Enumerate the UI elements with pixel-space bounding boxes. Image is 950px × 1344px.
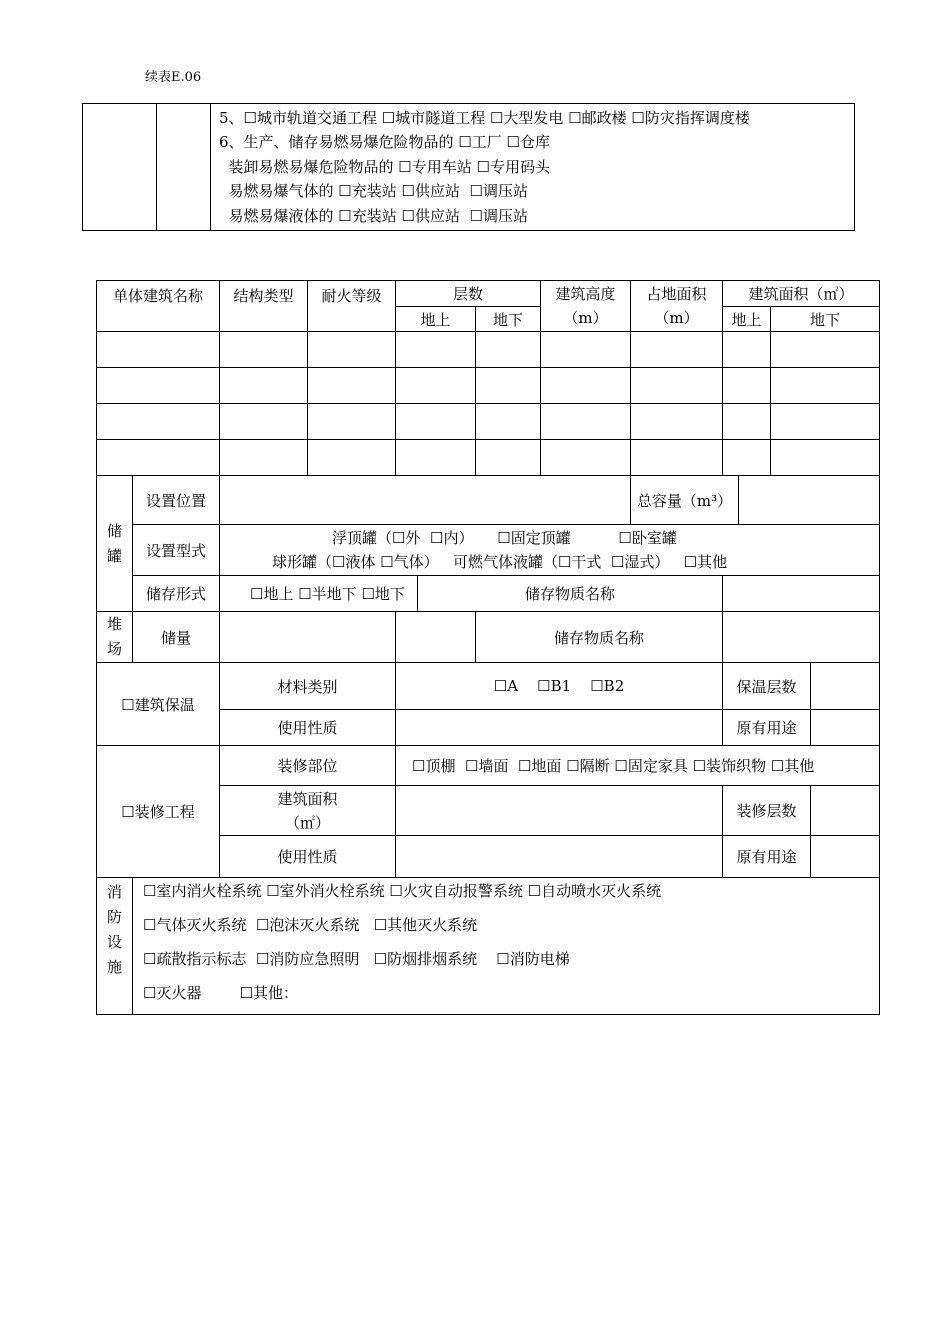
decoration-usage-value[interactable] xyxy=(396,836,723,878)
area-below-cell[interactable] xyxy=(771,404,880,440)
structure-cell[interactable] xyxy=(220,440,308,476)
insulation-layers-value[interactable] xyxy=(811,663,880,710)
height-cell[interactable] xyxy=(541,404,631,440)
header-land-area-unit: （m） xyxy=(654,309,699,327)
decoration-original-use-value[interactable] xyxy=(811,836,880,878)
floors-below-cell[interactable] xyxy=(476,404,541,440)
tank-type-label: 设置型式 xyxy=(133,525,220,576)
facilities-section-label xyxy=(97,878,133,1015)
area-below-cell[interactable] xyxy=(771,368,880,404)
building-row xyxy=(97,440,880,476)
top-table xyxy=(82,103,855,231)
floors-above-cell[interactable] xyxy=(396,404,476,440)
tank-type-line: 浮顶罐（☐外 ☐内） ☐固定顶罐 ☐卧室罐 xyxy=(332,529,677,547)
tank-substance-value[interactable] xyxy=(723,576,880,612)
facilities-line: ☐室内消火栓系统 ☐室外消火栓系统 ☐火灾自动报警系统 ☐自动喷水灭火系统 xyxy=(143,882,662,900)
fire-rating-cell[interactable] xyxy=(308,332,396,368)
structure-cell[interactable] xyxy=(220,332,308,368)
facilities-label-char: 设 xyxy=(106,933,122,951)
building-row xyxy=(97,404,880,440)
project-type-line: 6、生产、储存易燃易爆危险物品的 ☐工厂 ☐仓库 xyxy=(219,133,550,152)
tank-location-label: 设置位置 xyxy=(133,476,220,525)
yard-amount-value-2[interactable] xyxy=(396,612,476,663)
insulation-material-options: ☐A ☐B1 ☐B2 xyxy=(396,663,723,710)
decoration-layers-label: 装修层数 xyxy=(723,786,811,836)
facilities-label-char: 消 xyxy=(106,883,122,901)
header-structure-type: 结构类型 xyxy=(220,281,308,332)
insulation-label[interactable]: ☐建筑保温 xyxy=(97,663,220,746)
header-floors: 层数 xyxy=(396,281,541,307)
tank-location-value[interactable] xyxy=(220,476,631,525)
header-area-below: 地下 xyxy=(771,307,880,332)
insulation-usage-label: 使用性质 xyxy=(220,710,396,746)
yard-amount-value[interactable] xyxy=(220,612,396,663)
insulation-original-use-label: 原有用途 xyxy=(723,710,811,746)
building-name-cell[interactable] xyxy=(97,332,220,368)
tank-total-capacity-value[interactable] xyxy=(739,476,880,525)
facilities-line: ☐灭火器 ☐其他： xyxy=(143,984,299,1002)
floors-below-cell[interactable] xyxy=(476,440,541,476)
header-land-area xyxy=(631,281,723,332)
project-type-line: 装卸易燃易爆危险物品的 ☐专用车站 ☐专用码头 xyxy=(219,157,550,176)
building-row xyxy=(97,368,880,404)
decoration-original-use-label: 原有用途 xyxy=(723,836,811,878)
tank-substance-label: 储存物质名称 xyxy=(418,576,723,612)
facilities-line: ☐疏散指示标志 ☐消防应急照明 ☐防烟排烟系统 ☐消防电梯 xyxy=(143,950,570,968)
tank-label-char: 罐 xyxy=(106,546,122,565)
header-floors-below: 地下 xyxy=(476,307,541,332)
project-type-line: 5、☐城市轨道交通工程 ☐城市隧道工程 ☐大型发电 ☐邮政楼 ☐防灾指挥调度楼 xyxy=(219,109,750,127)
yard-label-char: 场 xyxy=(106,640,122,658)
area-above-cell[interactable] xyxy=(723,332,771,368)
area-above-cell[interactable] xyxy=(723,404,771,440)
fire-rating-cell[interactable] xyxy=(308,404,396,440)
land-area-cell[interactable] xyxy=(631,440,723,476)
decoration-area-label-unit: （㎡） xyxy=(285,813,331,832)
top-blank-cell-2 xyxy=(157,104,211,231)
insulation-usage-value[interactable] xyxy=(396,710,723,746)
structure-cell[interactable] xyxy=(220,368,308,404)
yard-substance-value[interactable] xyxy=(723,612,880,663)
decoration-layers-value[interactable] xyxy=(811,786,880,836)
header-floor-area: 建筑面积（㎡） xyxy=(723,281,880,307)
height-cell[interactable] xyxy=(541,368,631,404)
area-above-cell[interactable] xyxy=(723,368,771,404)
building-info-table xyxy=(96,280,880,1015)
yard-label-char: 堆 xyxy=(106,615,122,633)
tank-type-options xyxy=(220,525,880,576)
structure-cell[interactable] xyxy=(220,404,308,440)
fire-rating-cell[interactable] xyxy=(308,440,396,476)
header-height-label: 建筑高度 xyxy=(555,285,616,303)
building-row xyxy=(97,332,880,368)
header-building-name: 单体建筑名称 xyxy=(97,281,220,332)
area-below-cell[interactable] xyxy=(771,440,880,476)
facilities-line: ☐气体灭火系统 ☐泡沫灭火系统 ☐其他灭火系统 xyxy=(143,916,478,934)
facilities-label-char: 施 xyxy=(106,958,122,976)
tank-label-char: 储 xyxy=(106,521,122,540)
top-blank-cell-1 xyxy=(83,104,157,231)
tank-type-line: 球形罐（☐液体 ☐气体） 可燃气体液罐（☐干式 ☐湿式） ☐其他 xyxy=(272,553,728,571)
area-above-cell[interactable] xyxy=(723,440,771,476)
header-building-height xyxy=(541,281,631,332)
decoration-position-options: ☐顶棚 ☐墙面 ☐地面 ☐隔断 ☐固定家具 ☐装饰织物 ☐其他 xyxy=(396,746,880,786)
decoration-position-label: 装修部位 xyxy=(220,746,396,786)
land-area-cell[interactable] xyxy=(631,368,723,404)
insulation-layers-label: 保温层数 xyxy=(723,663,811,710)
tank-section-label xyxy=(97,476,133,612)
decoration-label[interactable]: ☐装修工程 xyxy=(97,746,220,878)
yard-amount-label: 储量 xyxy=(133,612,220,663)
height-cell[interactable] xyxy=(541,332,631,368)
facilities-label-char: 防 xyxy=(106,908,122,926)
height-cell[interactable] xyxy=(541,440,631,476)
floors-above-cell[interactable] xyxy=(396,332,476,368)
project-type-cell xyxy=(211,104,855,231)
header-area-above: 地上 xyxy=(723,307,771,332)
header-floors-above: 地上 xyxy=(396,307,476,332)
floors-above-cell[interactable] xyxy=(396,440,476,476)
project-type-line: 易燃易爆液体的 ☐充装站 ☐供应站 ☐调压站 xyxy=(219,206,528,225)
facilities-options xyxy=(133,878,880,1015)
floors-above-cell[interactable] xyxy=(396,368,476,404)
storage-form-label: 储存形式 xyxy=(133,576,220,612)
tank-total-capacity-label: 总容量（m³） xyxy=(631,476,739,525)
yard-substance-label: 储存物质名称 xyxy=(476,612,723,663)
caption: 续表E.06 xyxy=(145,70,202,85)
insulation-original-use-value[interactable] xyxy=(811,710,880,746)
building-name-cell[interactable] xyxy=(97,404,220,440)
decoration-area-label-text: 建筑面积 xyxy=(277,789,338,808)
decoration-area-value[interactable] xyxy=(396,786,723,836)
yard-section-label xyxy=(97,612,133,663)
fire-rating-cell[interactable] xyxy=(308,368,396,404)
storage-form-options: ☐地上 ☐半地下 ☐地下 xyxy=(220,576,418,612)
building-name-cell[interactable] xyxy=(97,368,220,404)
land-area-cell[interactable] xyxy=(631,332,723,368)
project-type-line: 易燃易爆气体的 ☐充装站 ☐供应站 ☐调压站 xyxy=(219,182,528,201)
header-land-area-label: 占地面积 xyxy=(646,285,707,303)
decoration-usage-label: 使用性质 xyxy=(220,836,396,878)
land-area-cell[interactable] xyxy=(631,404,723,440)
insulation-material-label: 材料类别 xyxy=(220,663,396,710)
floors-below-cell[interactable] xyxy=(476,368,541,404)
decoration-area-label xyxy=(220,786,396,836)
area-below-cell[interactable] xyxy=(771,332,880,368)
floors-below-cell[interactable] xyxy=(476,332,541,368)
building-name-cell[interactable] xyxy=(97,440,220,476)
header-fire-rating: 耐火等级 xyxy=(308,281,396,332)
header-height-unit: （m） xyxy=(563,309,608,327)
